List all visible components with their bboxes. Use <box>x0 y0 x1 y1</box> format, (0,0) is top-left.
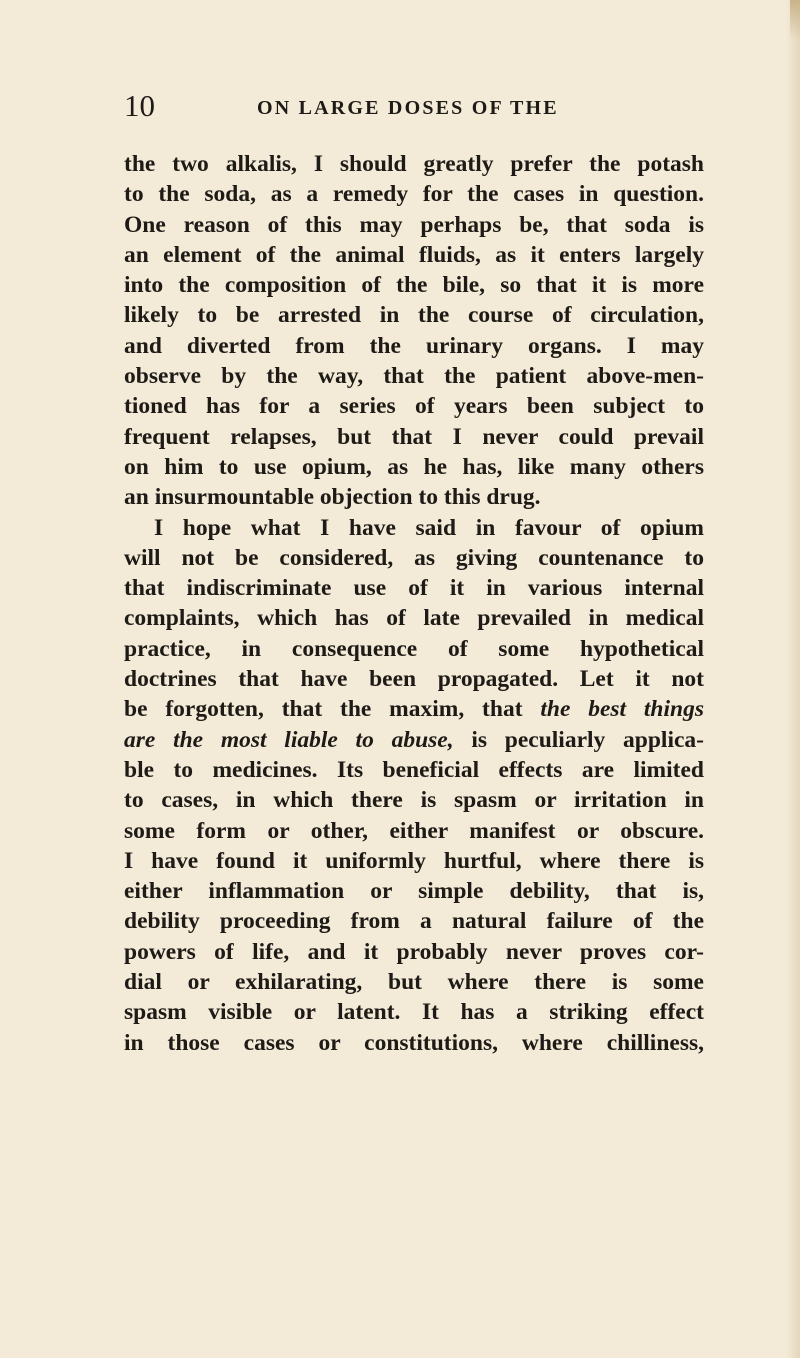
text-line: to cases, in which there is spasm or irritation in <box>124 787 704 814</box>
body-text <box>124 149 704 1058</box>
text-line: observe by the way, that the patient above-men- <box>124 363 704 390</box>
text-line: to the soda, as a remedy for the cases in question. <box>124 181 704 208</box>
text-segment: be forgotten, that the maxim, that <box>124 696 523 723</box>
text-line: One reason of this may perhaps be, that soda is <box>124 211 704 238</box>
text-line: debility proceeding from a natural failure of the <box>124 908 704 935</box>
text-line-mixed <box>124 694 704 724</box>
text-line: practice, in consequence of some hypothetical <box>124 635 704 662</box>
text-line: that indiscriminate use of it in various internal <box>124 575 704 602</box>
text-line: frequent relapses, but that I never could prevail <box>124 423 704 450</box>
text-segment: is peculiarly applica- <box>471 726 704 753</box>
page-number: 10 <box>124 88 155 123</box>
text-line: either inflammation or simple debility, that is, <box>124 878 704 905</box>
text-line: into the composition of the bile, so that it is more <box>124 272 704 299</box>
text-line: in those cases or constitutions, where chilliness, <box>124 1029 704 1056</box>
page-edge-shadow <box>786 0 800 1358</box>
page-corner-stain <box>790 0 800 40</box>
text-line: ble to medicines. Its beneficial effects are limited <box>124 756 704 783</box>
italic-segment: the best things <box>540 696 704 723</box>
text-line: complaints, which has of late prevailed in medical <box>124 605 704 632</box>
text-line: I have found it uniformly hurtful, where there is <box>124 847 704 874</box>
text-line: on him to use opium, as he has, like many others <box>124 453 704 480</box>
italic-segment: are the most liable to abuse, <box>124 726 454 753</box>
text-line: and diverted from the urinary organs. I may <box>124 332 704 359</box>
page-header <box>0 88 800 124</box>
text-line: dial or exhilarating, but where there is some <box>124 969 704 996</box>
text-line: the two alkalis, I should greatly prefer the potash <box>124 151 704 177</box>
text-line: an insurmountable objection to this drug. <box>124 484 541 511</box>
text-line: spasm visible or latent. It has a striking effect <box>124 999 704 1026</box>
text-line-mixed <box>124 725 704 755</box>
text-line: some form or other, either manifest or obscure. <box>124 817 704 844</box>
text-line: I hope what I have said in favour of opium <box>154 514 704 541</box>
text-line: powers of life, and it probably never proves cor- <box>124 938 704 965</box>
text-line: an element of the animal fluids, as it enters largely <box>124 241 704 268</box>
text-line: doctrines that have been propagated. Let it not <box>124 666 704 693</box>
text-line: will not be considered, as giving countenance to <box>124 544 704 571</box>
text-line: tioned has for a series of years been subject to <box>124 393 704 420</box>
text-line: likely to be arrested in the course of circulation, <box>124 302 704 329</box>
running-head: ON LARGE DOSES OF THE <box>257 97 559 119</box>
